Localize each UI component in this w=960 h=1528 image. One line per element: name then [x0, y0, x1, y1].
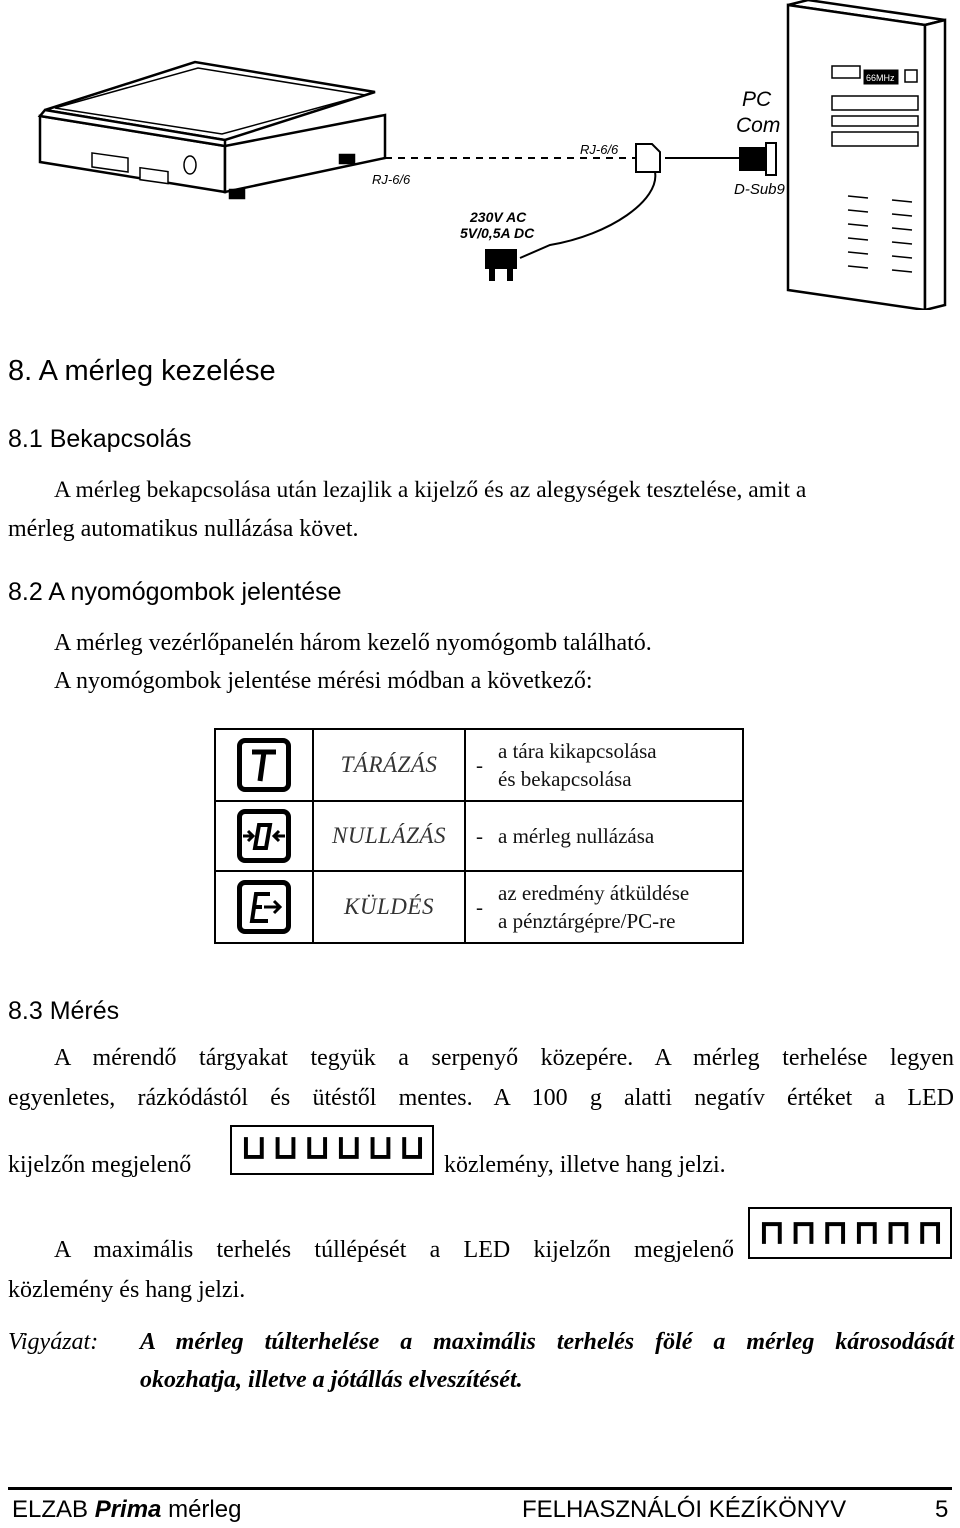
scale-illustration — [40, 62, 385, 198]
warning-line-1: A mérleg túlterhelése a maximális terhelés fölé a mérleg károsodását — [140, 1329, 954, 1355]
send-key-icon — [237, 880, 291, 934]
button-description — [465, 729, 743, 801]
description-line-1: a mérleg nullázása — [498, 823, 655, 848]
pc-freq-label: 66MHz — [866, 73, 895, 83]
button-description — [465, 801, 743, 871]
connection-diagram-svg — [0, 0, 960, 310]
section-8-2-line-1: A mérleg vezérlőpanelén három kezelő nyomógomb található. — [54, 630, 652, 656]
footer-rule — [8, 1487, 952, 1490]
footer-manual-title: FELHASZNÁLÓI KÉZÍKÖNYV — [522, 1496, 847, 1523]
description-line-1: a tára kikapcsolása — [498, 738, 657, 763]
underload-segments — [240, 1135, 424, 1165]
dsub-connector — [740, 143, 776, 175]
section-8-1-line-2: mérleg automatikus nullázása követ. — [8, 516, 359, 542]
button-name: KÜLDÉS — [313, 871, 465, 943]
icon-cell — [215, 729, 313, 801]
button-name: TÁRÁZÁS — [313, 729, 465, 801]
underload-display — [230, 1125, 434, 1175]
pc-tower-illustration — [788, 0, 945, 310]
table-row — [215, 801, 743, 871]
section-8-3-line-4: A maximális terhelés túllépését a LED kijelzőn megjelenő — [54, 1237, 734, 1263]
rj-connector — [636, 144, 660, 172]
button-name: NULLÁZÁS — [313, 801, 465, 871]
description-line-2: a pénztárgépre/PC-re — [498, 909, 676, 933]
section-8-3-line-2: egyenletes, rázkódástól és ütéstől mentes. A 100 g alatti negatív értéket a LED — [8, 1085, 954, 1111]
footer-brand-name: Prima — [94, 1496, 162, 1523]
section-8-1-line-1: A mérleg bekapcsolása után lezajlik a kijelző és az alegységek tesztelése, amit a — [54, 477, 807, 503]
power-label-1: 230V AC — [470, 209, 527, 225]
tare-key-icon — [237, 738, 291, 792]
com-label: Com — [736, 114, 781, 137]
footer-brand — [12, 1496, 241, 1524]
description-line-2: és bekapcsolása — [498, 767, 632, 791]
button-description — [465, 871, 743, 943]
icon-cell — [215, 801, 313, 871]
section-8-3-title: 8.3 Mérés — [8, 997, 120, 1025]
warning-line-2: okozhatja, illetve a jótállás elveszítését. — [140, 1367, 523, 1393]
dash: - — [476, 894, 483, 919]
footer-page-number: 5 — [935, 1496, 949, 1523]
section-8-3-line-3b: közlemény, illetve hang jelzi. — [444, 1152, 726, 1178]
footer-brand-prefix: ELZAB — [12, 1496, 95, 1523]
section-8-3-line-1: A mérendő tárgyakat tegyük a serpenyő közepére. A mérleg terhelése legyen — [54, 1045, 954, 1071]
section-8-3-line-3a: kijelzőn megjelenő — [8, 1152, 192, 1178]
section-8-1-title: 8.1 Bekapcsolás — [8, 425, 192, 453]
power-label-2: 5V/0,5A DC — [460, 225, 535, 241]
table-row — [215, 729, 743, 801]
section-8-2-title: 8.2 A nyomógombok jelentése — [8, 578, 342, 606]
cable-lines — [385, 158, 740, 258]
connection-diagram — [0, 0, 960, 310]
table-row — [215, 871, 743, 943]
button-table — [214, 728, 744, 944]
zero-key-icon — [237, 809, 291, 863]
dsub-label: D-Sub9 — [734, 181, 785, 198]
section-8-3-line-5: közlemény és hang jelzi. — [8, 1277, 246, 1303]
section-8-title: 8. A mérleg kezelése — [8, 355, 276, 387]
dash: - — [476, 752, 483, 777]
rj-left-label: RJ-6/6 — [372, 172, 411, 187]
footer-brand-suffix: mérleg — [161, 1496, 242, 1523]
section-8-2-line-2: A nyomógombok jelentése mérési módban a következő: — [54, 668, 593, 694]
warning-label: Vigyázat: — [8, 1329, 99, 1355]
rj-right-label: RJ-6/6 — [580, 142, 619, 157]
power-plug — [486, 250, 516, 280]
description-line-1: az eredmény átküldése — [498, 880, 690, 905]
overload-segments — [758, 1218, 942, 1248]
overload-display — [748, 1207, 952, 1259]
dash: - — [476, 823, 483, 848]
pc-label: PC — [742, 88, 772, 111]
icon-cell — [215, 871, 313, 943]
